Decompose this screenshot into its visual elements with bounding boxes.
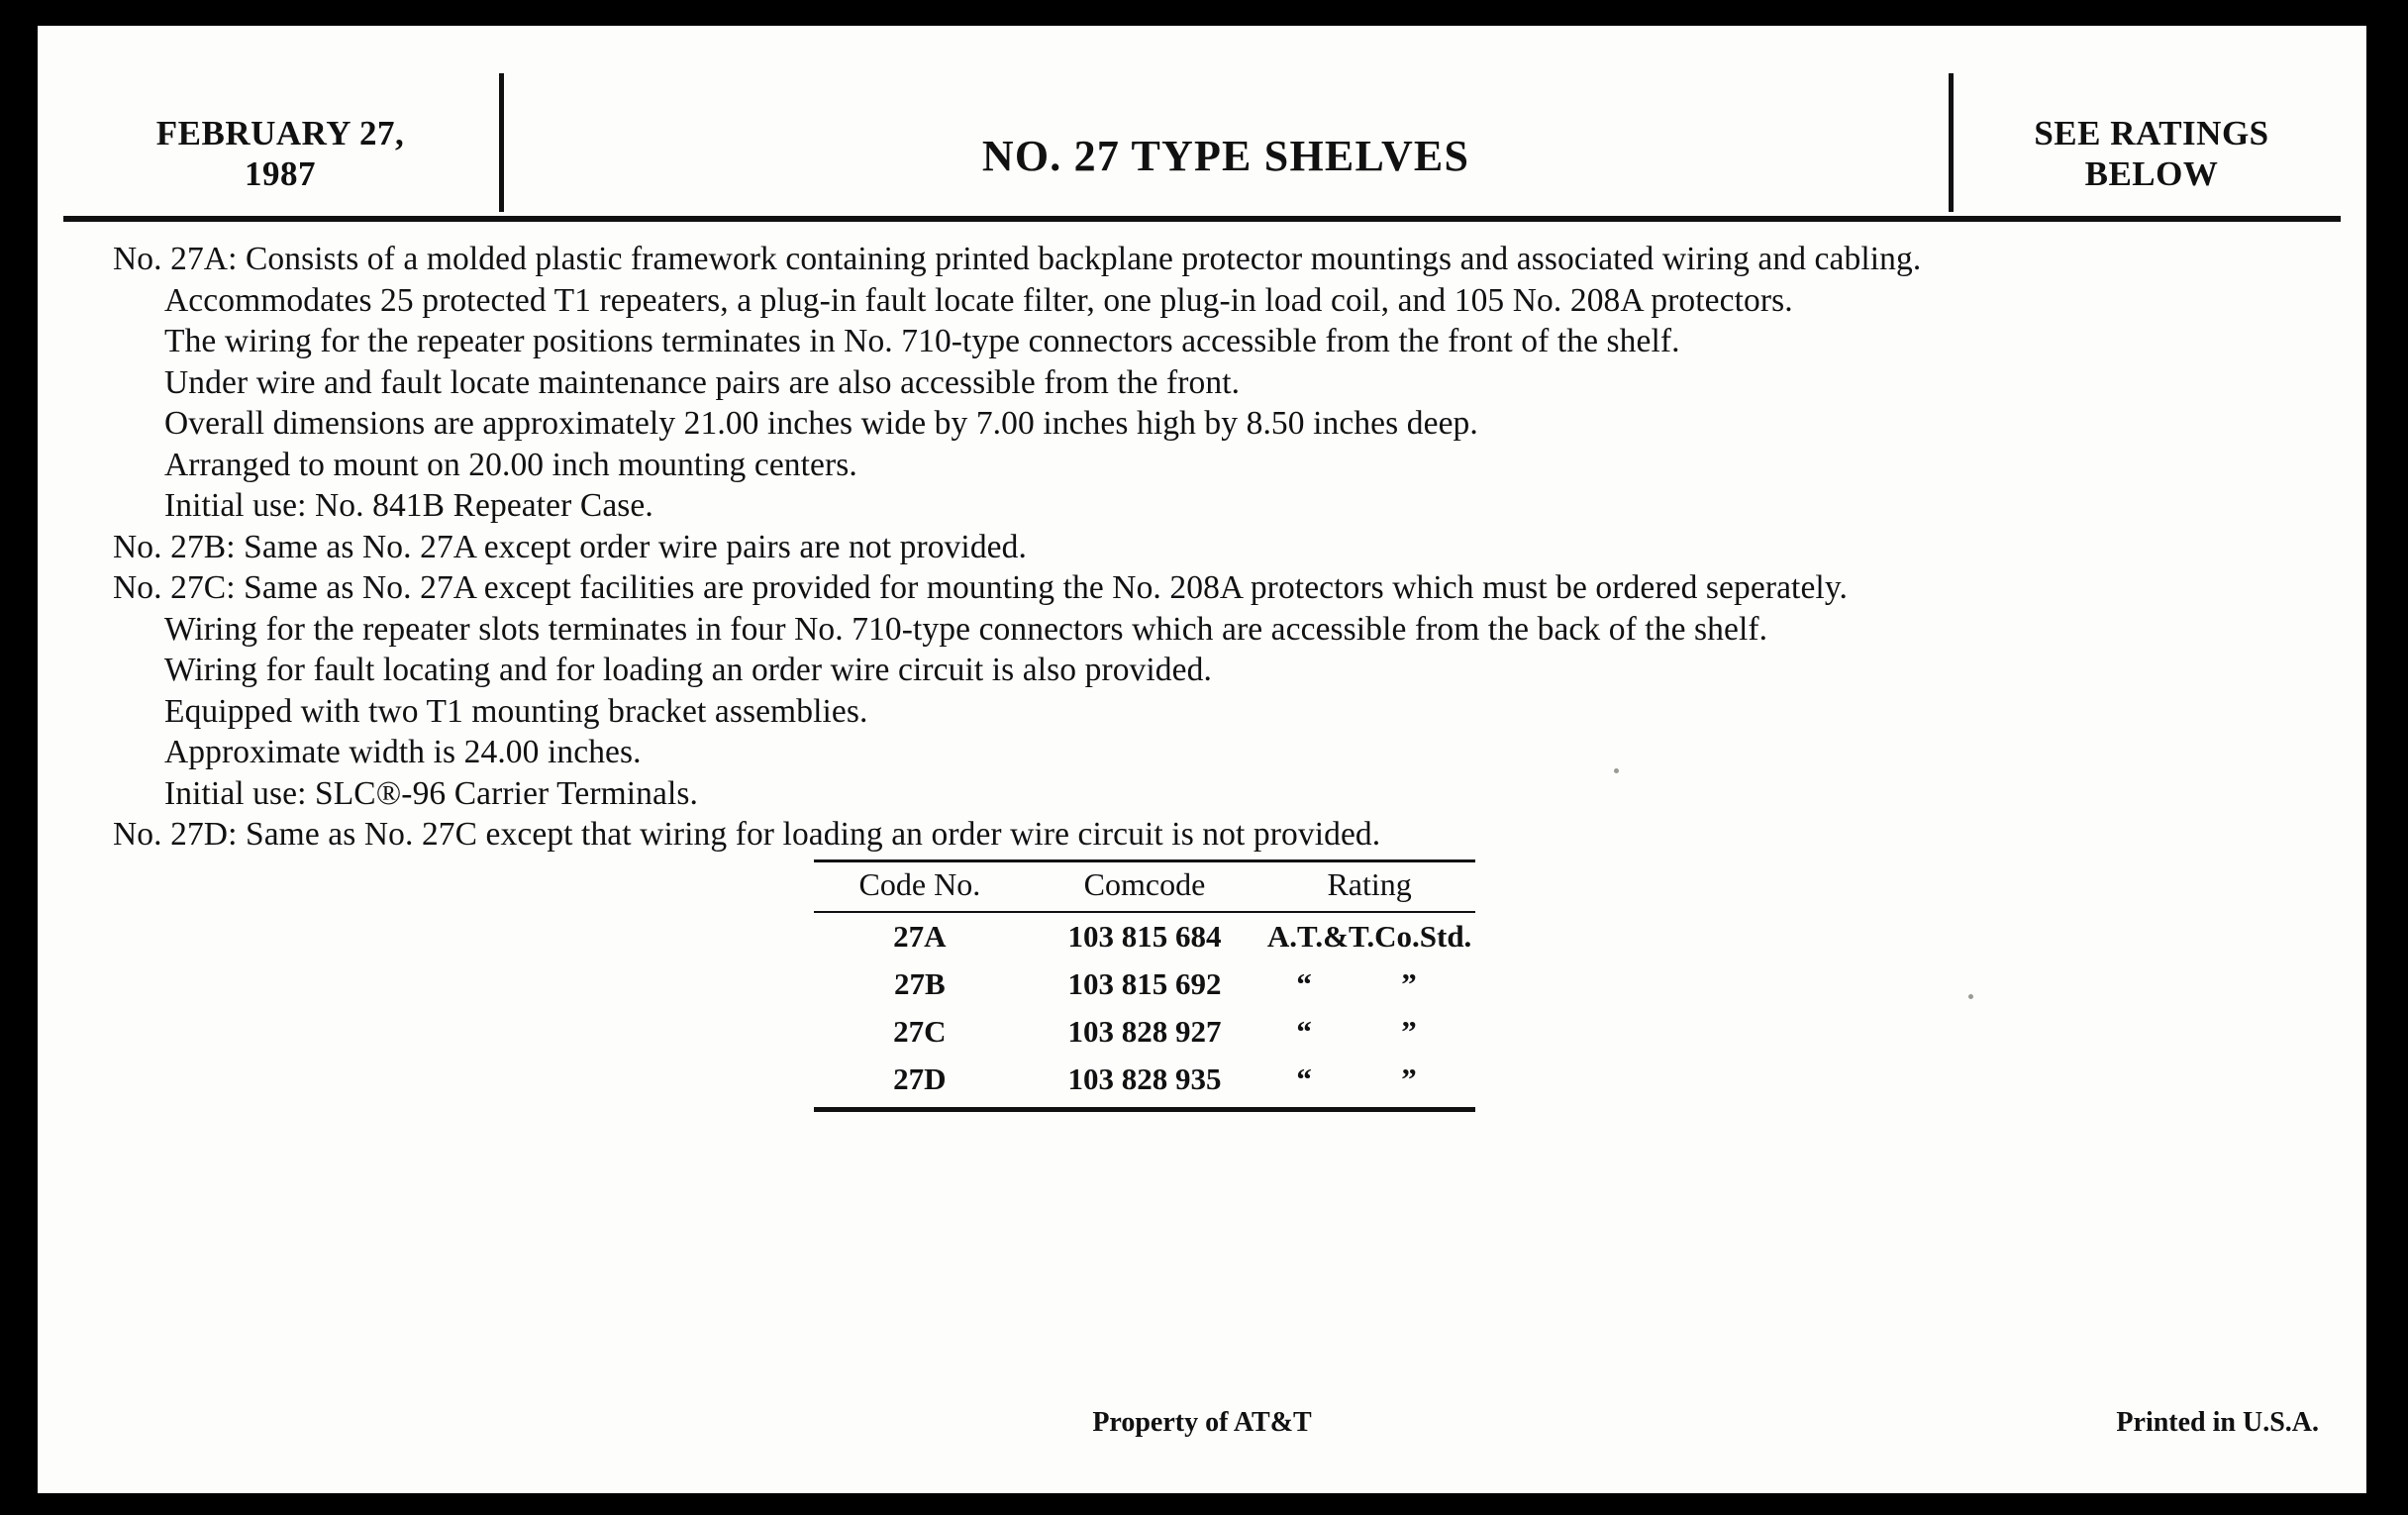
body-line: Initial use: No. 841B Repeater Case.	[164, 487, 653, 524]
cell-comcode: 103 815 692	[1067, 966, 1222, 1001]
ratings-table	[814, 859, 1475, 1112]
page-title: NO. 27 TYPE SHELVES	[981, 132, 1470, 180]
cell-comcode: 103 815 684	[1067, 919, 1222, 954]
cell-rating: “ ”	[1296, 1014, 1443, 1049]
ratings-note-line2: BELOW	[2084, 154, 2219, 194]
cell-code: 27B	[894, 966, 946, 1001]
table-row	[814, 1056, 1475, 1103]
body-line: Accommodates 25 protected T1 repeaters, a plug-in fault locate filter, one plug-in load coil, and 105 No. 208A protectors.	[164, 281, 1793, 319]
body-line: No. 27A: Consists of a molded plastic framework containing printed backplane protector mountings and associated wiring and cabling.	[113, 241, 1922, 277]
ratings-note	[1963, 113, 2340, 195]
cell-code: 27D	[893, 1061, 947, 1096]
cell-comcode: 103 828 927	[1067, 1014, 1222, 1049]
issue-date-line2: 1987	[245, 154, 316, 194]
body-text	[113, 239, 2311, 856]
body-line: Arranged to mount on 20.00 inch mounting centers.	[164, 446, 857, 483]
table-row	[814, 960, 1475, 1008]
cell-code: 27C	[893, 1014, 947, 1049]
ratings-table-grid	[814, 862, 1475, 911]
footer-property: Property of AT&T	[1092, 1407, 1312, 1438]
cell-rating: “ ”	[1296, 966, 1443, 1001]
table-rule-bottom	[814, 1107, 1475, 1112]
body-line: The wiring for the repeater positions terminates in No. 710-type connectors accessible from the front of the shelf.	[164, 323, 1680, 359]
header-divider-right	[1949, 73, 1954, 212]
table-header-row	[814, 862, 1475, 911]
scan-speck	[1968, 994, 1973, 999]
header-divider-left	[499, 73, 504, 212]
cell-code: 27A	[893, 919, 947, 954]
body-line: Under wire and fault locate maintenance pairs are also accessible from the front.	[164, 363, 1241, 401]
scan-speck	[1614, 768, 1619, 773]
body-line: Initial use: SLC®-96 Carrier Terminals.	[164, 774, 699, 812]
body-line: Approximate width is 24.00 inches.	[164, 734, 642, 770]
column-header-rating: Rating	[1327, 866, 1412, 902]
ratings-table-body	[814, 913, 1475, 1103]
body-line: No. 27C: Same as No. 27A except facilities are provided for mounting the No. 208A protectors which must be ordered seperately.	[113, 569, 1848, 606]
column-header-comcode: Comcode	[1083, 866, 1206, 902]
body-line: No. 27B: Same as No. 27A except order wire pairs are not provided.	[113, 528, 1027, 565]
header-rule	[63, 216, 2341, 222]
footer-printed: Printed in U.S.A.	[2116, 1407, 2319, 1438]
table-row	[814, 1008, 1475, 1056]
page-header	[38, 26, 2366, 194]
body-line: Equipped with two T1 mounting bracket assemblies.	[164, 692, 868, 730]
body-line: Wiring for the repeater slots terminates in four No. 710-type connectors which are accessible from the back of the shelf.	[164, 610, 1768, 648]
cell-rating: “ ”	[1296, 1061, 1443, 1096]
issue-date-line1: FEBRUARY 27,	[155, 114, 405, 152]
body-line: Wiring for fault locating and for loading an order wire circuit is also provided.	[164, 652, 1212, 688]
cell-comcode: 103 828 935	[1067, 1061, 1222, 1096]
column-header-code: Code No.	[858, 866, 981, 902]
body-line: No. 27D: Same as No. 27C except that wiring for loading an order wire circuit is not provided.	[113, 816, 1381, 853]
body-line: Overall dimensions are approximately 21.00 inches wide by 7.00 inches high by 8.50 inches deep.	[164, 405, 1478, 442]
table-row	[814, 913, 1475, 960]
issue-date	[77, 113, 483, 195]
document-page	[38, 26, 2366, 1493]
ratings-note-line1: SEE RATINGS	[2034, 114, 2269, 152]
cell-rating: A.T.&T.Co.Std.	[1266, 919, 1472, 954]
